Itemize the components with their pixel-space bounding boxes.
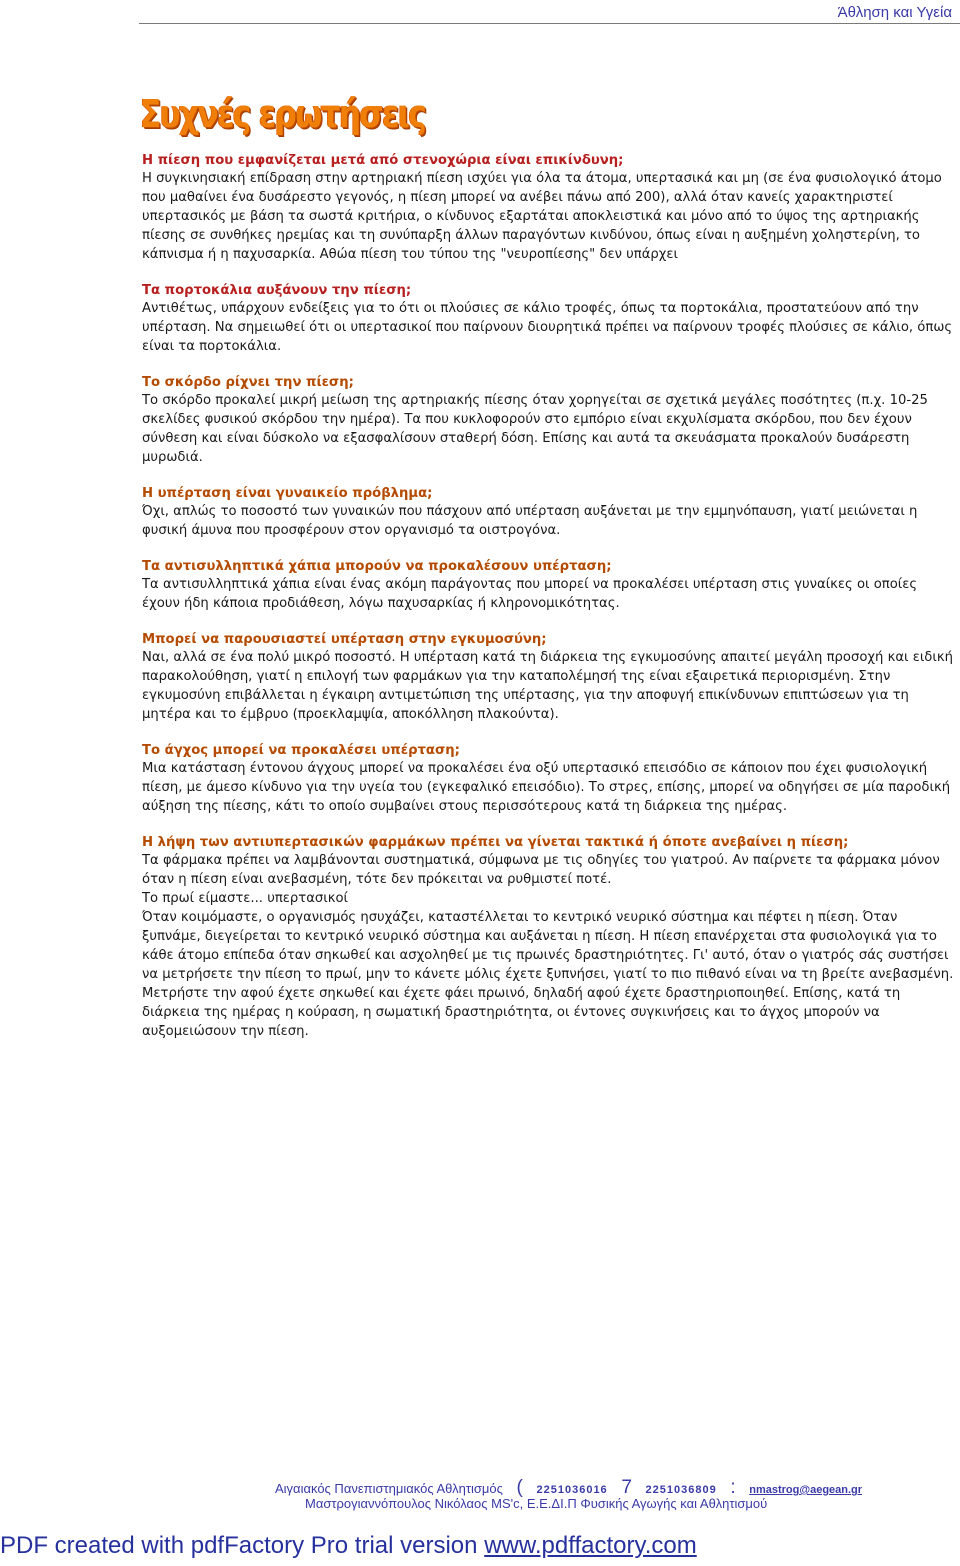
answer: [142, 169, 957, 264]
header-divider: [139, 23, 960, 24]
question: Το άγχος μπορεί να προκαλέσει υπέρταση;: [142, 743, 460, 758]
pdf-watermark-link[interactable]: www.pdffactory.com: [484, 1532, 697, 1559]
answer: [142, 851, 957, 1041]
answer-paragraph: Τα φάρμακα πρέπει να λαμβάνονται συστηματικά, σύμφωνα με τις οδηγίες του γιατρού. Αν παίρνετε τα φάρμακα μόνον όταν η πίεση είναι ανεβασμένη, τότε δεν πρόκειται να ρυθμιστεί ποτέ.: [142, 853, 940, 887]
qa-item: [142, 558, 957, 613]
email-icon: :: [730, 1477, 736, 1498]
question: Τα πορτοκάλια αυξάνουν την πίεση;: [142, 283, 412, 298]
qa-item: [142, 834, 957, 1041]
qa-item: [142, 631, 957, 724]
question: Το σκόρδο ρίχνει την πίεση;: [142, 375, 354, 390]
footer-org: Αιγαιακός Πανεπιστημιακός Αθλητισμός: [275, 1481, 503, 1496]
answer-paragraph: Το πρωί είμαστε... υπερτασικοί: [142, 891, 349, 906]
question: Η πίεση που εμφανίζεται μετά από στενοχώρια είναι επικίνδυνη;: [142, 153, 624, 168]
question: Μπορεί να παρουσιαστεί υπέρταση στην εγκυμοσύνη;: [142, 632, 547, 647]
answer: [142, 759, 957, 816]
answer: [142, 575, 957, 613]
question: Η υπέρταση είναι γυναικείο πρόβλημα;: [142, 486, 433, 501]
answer: [142, 502, 957, 540]
qa-item: [142, 374, 957, 467]
answer: [142, 648, 957, 724]
answer: [142, 299, 957, 356]
qa-list: [142, 152, 957, 1059]
answer-paragraph: Το σκόρδο προκαλεί μικρή μείωση της αρτηριακής πίεσης όταν χορηγείται σε σχετικά μεγάλες ποσότητες (π.χ. 10-25 σκελίδες φυσικού σκόρδου την ημέρα). Τα που κυκλοφορούν στο εμπόριο είναι εκχυλίσματα σκόρδου, που δεν έχουν σύνθεση και είναι δύσκολο να εξασφαλίσουν σταθερή δόση. Επίσης και αυτά τα σκευάσματα προκαλούν δυσάρεστη μυρωδιά.: [142, 393, 928, 465]
footer-fax: 2251036809: [645, 1484, 717, 1496]
pdf-watermark-text: PDF created with pdfFactory Pro trial version: [0, 1532, 478, 1559]
footer-phone: 2251036016: [536, 1484, 608, 1496]
answer-paragraph: Τα αντισυλληπτικά χάπια είναι ένας ακόμη παράγοντας που μπορεί να προκαλέσει υπέρταση στις γυναίκες οι οποίες έχουν ήδη κάποια προδιάθεση, λόγω παχυσαρκίας ή κληρονομικότητας.: [142, 577, 918, 611]
answer-paragraph: Αντιθέτως, υπάρχουν ενδείξεις για το ότι οι πλούσιες σε κάλιο τροφές, όπως τα πορτοκάλια, προστατεύουν από την υπέρταση. Να σημειωθεί ότι οι υπερτασικοί που παίρνουν διουρητικά πρέπει να παίρνουν τροφές πλούσιες σε κάλιο, όπως είναι τα πορτοκάλια.: [142, 301, 953, 354]
footer-author: Μαστρογιαννόπουλος Νικόλαος MS'c, Ε.Ε.ΔΙ.Π Φυσικής Αγωγής και Αθλητισμού: [305, 1496, 768, 1511]
answer-paragraph: Ναι, αλλά σε ένα πολύ μικρό ποσοστό. Η υπέρταση κατά τη διάρκεια της εγκυμοσύνης απαιτεί μεγάλη προσοχή και ειδική παρακολούθηση, γιατί η επιλογή των φαρμάκων για την καταπολέμησή της είναι εξαιρετικά περιορισμένη. Στην εγκυμοσύνη επιβάλλεται η έγκαιρη αντιμετώπιση της υπέρτασης, για την αποφυγή επικίνδυνων επιπτώσεων για τη μητέρα και το έμβρυο (προεκλαμψία, αποκόλληση πλακούντα).: [142, 650, 953, 722]
question: Τα αντισυλληπτικά χάπια μπορούν να προκαλέσουν υπέρταση;: [142, 559, 612, 574]
page-title: Συχνές ερωτήσεις: [140, 92, 426, 136]
fax-icon: 7: [621, 1477, 632, 1498]
answer-paragraph: Όταν κοιμόμαστε, ο οργανισμός ησυχάζει, καταστέλλεται το κεντρικό νευρικό σύστημα και πέφτει η πίεση. Όταν ξυπνάμε, διεγείρεται το κεντρικό νευρικό σύστημα και αυξάνεται η πίεση. Η πίεση επανέρχεται στα φυσιολογικά για το κάθε άτομο επίπεδα όταν σηκωθεί και ασχοληθεί με τις πρωινές δραστηριότητες. Γι' αυτό, όταν ο γιατρός σάς συστήσει να μετρήσετε την πίεση το πρωί, μην το κάνετε μόλις έχετε ξυπνήσει, γιατί το πιο πιθανό είναι να τη βρείτε ανεβασμένη. Μετρήστε την αφού έχετε σηκωθεί και έχετε φάει πρωινό, δηλαδή αφού έχετε δραστηριοποιηθεί. Επίσης, κατά τη διάρκεια της ημέρας η κούραση, η σωματική δραστηριότητα, οι έντονες συγκινήσεις και το άγχος μπορούν να αυξομειώσουν την πίεση.: [142, 910, 954, 1039]
qa-item: [142, 282, 957, 356]
qa-item: [142, 152, 957, 264]
phone-icon: (: [516, 1477, 523, 1498]
footer-email-link[interactable]: nmastrog@aegean.gr: [749, 1484, 863, 1496]
qa-item: [142, 485, 957, 540]
pdf-watermark: [0, 1532, 697, 1560]
question: Η λήψη των αντιυπερτασικών φαρμάκων πρέπει να γίνεται τακτικά ή όποτε ανεβαίνει η πίεση;: [142, 835, 849, 850]
answer-paragraph: Η συγκινησιακή επίδραση στην αρτηριακή πίεση ισχύει για όλα τα άτομα, υπερτασικά και μη (σε ένα φυσιολογικό άτομο που μαθαίνει ένα δυσάρεστο γεγονός, η πίεση μπορεί να ανέβει πάνω από 200), αλλά όταν κανείς χαρακτηριστεί υπερτασικός με βάση τα σωστά κριτήρια, ο κίνδυνος εξαρτάται αποκλειστικά και μόνο από το ύψος της αρτηριακής πίεσης σε συνθήκες ηρεμίας και τη συνύπαρξη άλλων παραγόντων κινδύνου, όπως είναι η αυξημένη χοληστερίνη, το κάπνισμα ή η παχυσαρκία. Αθώα πίεση του τύπου της "νευροπίεσης" δεν υπάρχει: [142, 171, 942, 262]
qa-item: [142, 742, 957, 816]
answer-paragraph: Όχι, απλώς το ποσοστό των γυναικών που πάσχουν από υπέρταση αυξάνεται με την εμμηνόπαυση, γιατί μειώνεται η φυσική άμυνα που προσφέρουν στον οργανισμό τα οιστρογόνα.: [142, 504, 918, 538]
answer: [142, 391, 957, 467]
header-title: Άθληση και Υγεία: [837, 4, 952, 21]
answer-paragraph: Μια κατάσταση έντονου άγχους μπορεί να προκαλέσει ένα οξύ υπερτασικό επεισόδιο σε κάποιον που έχει φυσιολογική πίεση, με άμεσο κίνδυνο για την υγεία του (εγκεφαλικό επεισόδιο). Το στρες, επίσης, μπορεί να οδηγήσει σε μία παροδική αύξηση της πίεσης, κάτι το οποίο συμβαίνει στους περισσότερους κατά τη διάρκεια της ημέρας.: [142, 761, 951, 814]
